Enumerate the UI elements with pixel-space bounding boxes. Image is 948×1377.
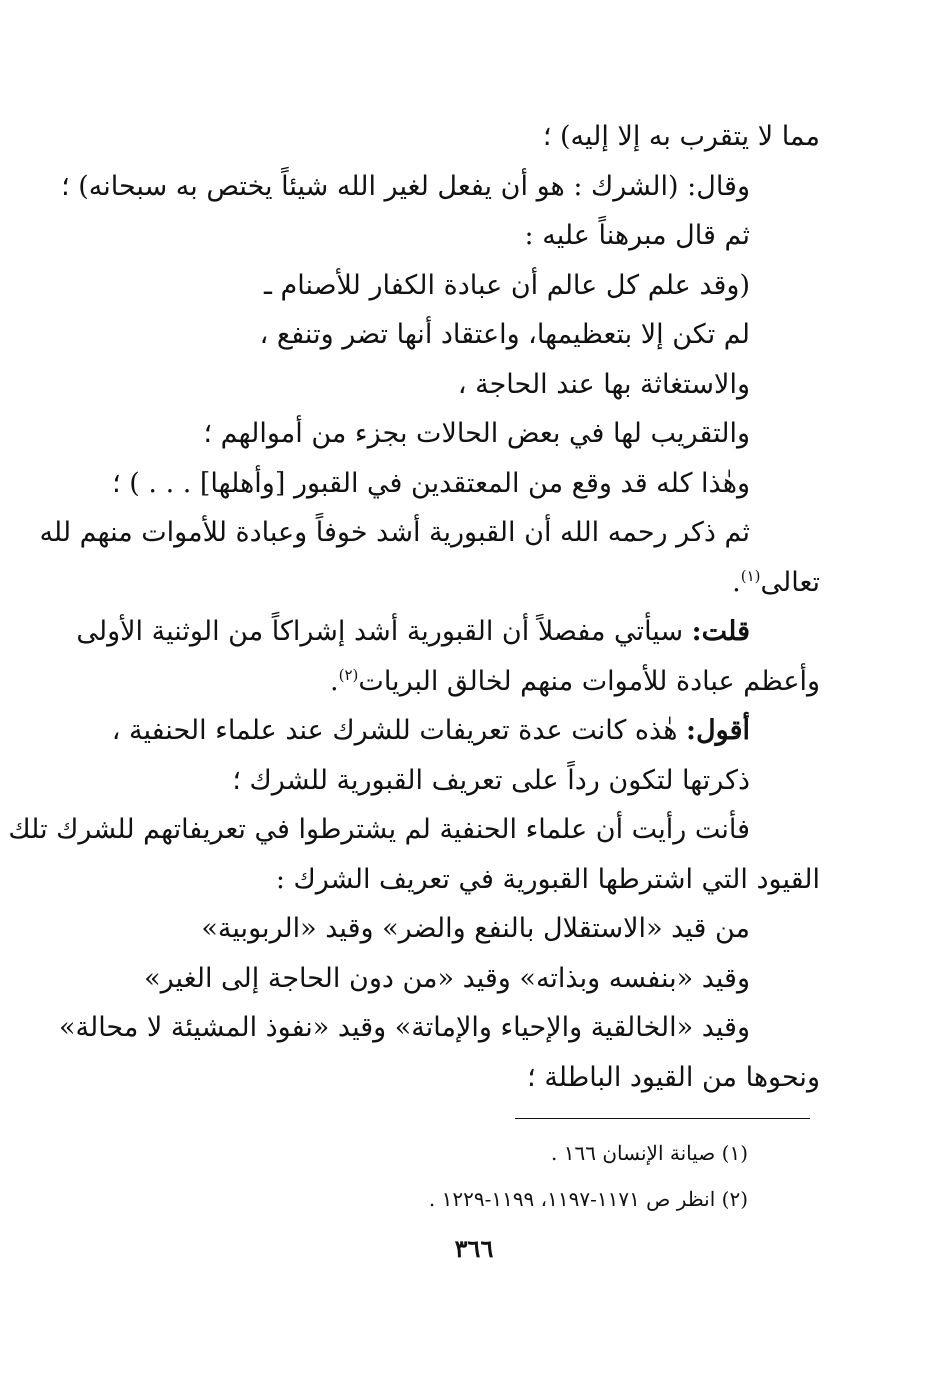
- footnote: (٢) انظر ص ١١٧١-١١٩٧، ١١٩٩-١٢٢٩ .: [428, 1187, 748, 1211]
- text-line: [92, 904, 820, 954]
- footnote: (١) صيانة الإنسان ١٦٦ .: [551, 1141, 748, 1165]
- text-line: [92, 756, 820, 806]
- line-text: وقيد «الخالقية والإحياء والإماتة» وقيد «نفوذ المشيئة لا محالة»: [58, 1012, 750, 1043]
- footnotes: [300, 1130, 748, 1222]
- line-text: والتقريب لها في بعض الحالات بجزء من أموالهم ؛: [203, 418, 750, 449]
- line-text: تعالى: [760, 566, 820, 598]
- line-text: هٰذه كانت عدة تعريفات للشرك عند علماء الحنفية ،: [111, 715, 678, 746]
- text-line: [92, 657, 820, 707]
- footnote-divider: [515, 1118, 810, 1119]
- footnote-marker: (١): [740, 566, 761, 585]
- text-line: [92, 954, 820, 1004]
- text-line: [92, 112, 820, 162]
- lead-word: قلت:: [691, 616, 750, 647]
- line-text: وقال: (الشرك : هو أن يفعل لغير الله شيئاً يختص به سبحانه) ؛: [61, 170, 750, 202]
- line-text: وقيد «بنفسه وبذاته» وقيد «من دون الحاجة إلى الغير»: [144, 962, 750, 994]
- text-line: [39, 508, 820, 558]
- text-line: [92, 706, 820, 756]
- line-text: ثم ذكر رحمه الله أن القبورية أشد خوفاً وعبادة للأموات منهم لله: [39, 517, 750, 548]
- page-number: ٣٦٦: [454, 1234, 494, 1263]
- line-text: (وقد علم كل عالم أن عبادة الكفار للأصنام ـ: [264, 269, 750, 301]
- text-line: [92, 211, 820, 261]
- text-line: [92, 360, 820, 410]
- line-text: القيود التي اشترطها القبورية في تعريف الشرك :: [275, 863, 820, 895]
- text-line: [76, 607, 820, 657]
- text-line: [92, 558, 820, 608]
- line-text: سيأتي مفصلاً أن القبورية أشد إشراكاً من الوثنية الأولى: [76, 616, 684, 647]
- line-tail: .: [330, 665, 339, 697]
- lead-word: أقول:: [686, 715, 750, 746]
- line-text: مما لا يتقرب به إلا إليه) ؛: [542, 121, 820, 152]
- line-text: ثم قال مبرهناً عليه :: [524, 220, 750, 251]
- text-line: [92, 409, 820, 459]
- main-text: [8, 112, 820, 1102]
- text-line: [8, 805, 820, 855]
- text-line: [92, 855, 820, 905]
- line-text: لم تكن إلا بتعظيمها، واعتقاد أنها تضر وتنفع ،: [259, 319, 750, 350]
- line-text: فأنت رأيت أن علماء الحنفية لم يشترطوا في تعريفاتهم للشرك تلك: [8, 814, 750, 845]
- text-line: [61, 162, 820, 212]
- text-line: [92, 261, 820, 311]
- footnote-marker: (٢): [338, 665, 359, 684]
- text-line: [58, 1003, 820, 1053]
- line-text: وهٰذا كله قد وقع من المعتقدين في القبور [وأهلها] . . . ) ؛: [112, 467, 750, 499]
- line-text: والاستغاثة بها عند الحاجة ،: [457, 368, 750, 400]
- line-tail: .: [732, 566, 741, 598]
- text-line: [92, 310, 820, 360]
- text-line: [92, 1053, 820, 1103]
- line-text: من قيد «الاستقلال بالنفع والضر» وقيد «الربوبية»: [201, 913, 750, 944]
- line-text: ونحوها من القيود الباطلة ؛: [527, 1061, 820, 1093]
- line-text: ذكرتها لتكون رداً على تعريف القبورية للشرك ؛: [232, 764, 750, 796]
- text-line: [92, 459, 820, 509]
- line-text: وأعظم عبادة للأموات منهم لخالق البريات: [358, 665, 820, 697]
